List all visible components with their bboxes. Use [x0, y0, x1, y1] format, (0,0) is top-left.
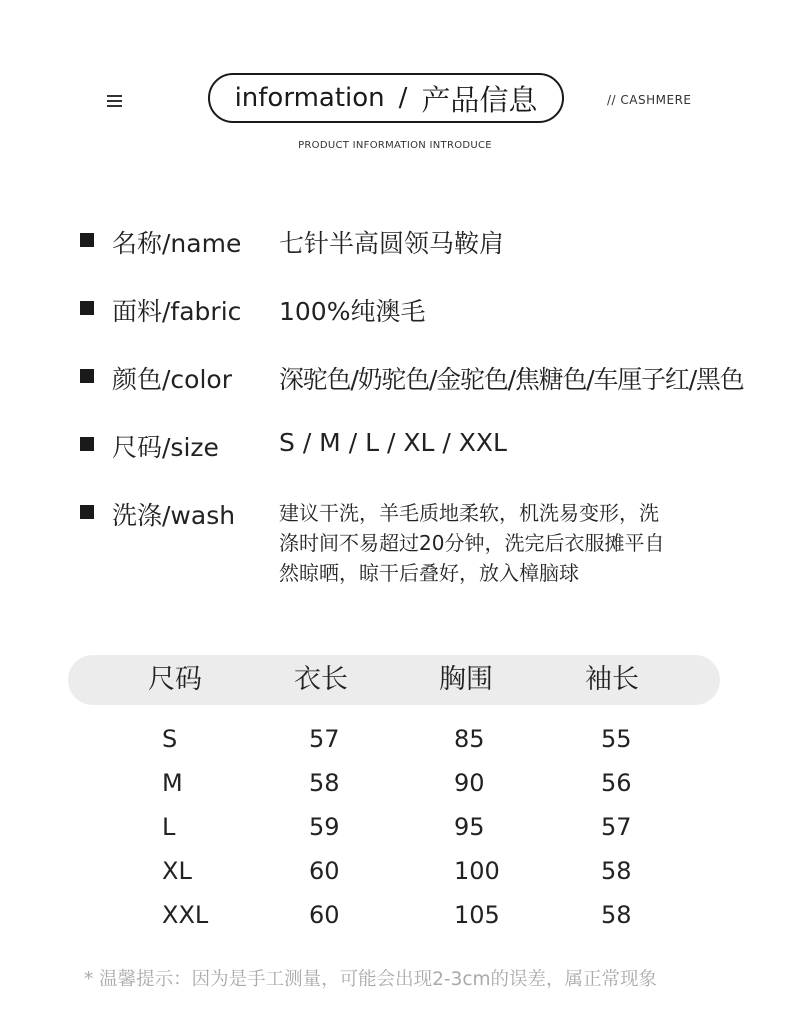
cell-sleeve: 57 [601, 813, 632, 841]
header-chest: 胸围 [439, 664, 493, 695]
cell-chest: 95 [454, 813, 485, 841]
menu-icon [107, 95, 122, 107]
bullet-square [80, 233, 94, 247]
header-length: 衣长 [294, 664, 348, 695]
title-en: information [234, 83, 385, 113]
cell-length: 60 [309, 901, 340, 929]
table-row [0, 813, 790, 853]
bullet-square [80, 301, 94, 315]
info-label: 名称/name [112, 229, 242, 258]
title-zh: 产品信息 [421, 82, 538, 117]
wash-line: 建议干洗，羊毛质地柔软，机洗易变形，洗 [279, 501, 659, 525]
cell-sleeve: 58 [601, 857, 632, 885]
size-table-header [68, 655, 720, 705]
bullet-square [80, 505, 94, 519]
table-row [0, 769, 790, 809]
info-label: 面料/fabric [112, 297, 242, 326]
info-value: S / M / L / XL / XXL [279, 428, 507, 457]
cell-chest: 90 [454, 769, 485, 797]
cell-size: L [162, 813, 176, 841]
title-separator: / [398, 83, 408, 113]
wash-line: 涤时间不易超过20分钟，洗完后衣服摊平自 [279, 531, 665, 555]
cell-sleeve: 56 [601, 769, 632, 797]
wash-instructions [279, 498, 719, 588]
cell-length: 58 [309, 769, 340, 797]
cell-size: M [162, 769, 183, 797]
measurement-note: * 温馨提示：因为是手工测量，可能会出现2-3cm的误差，属正常现象 [84, 969, 658, 990]
subtitle: PRODUCT INFORMATION INTRODUCE [298, 140, 492, 151]
table-row [0, 857, 790, 897]
section-title [208, 73, 564, 123]
bullet-square [80, 437, 94, 451]
cell-size: XXL [162, 901, 209, 929]
header-sleeve: 袖长 [585, 664, 639, 695]
info-label: 颜色/color [112, 365, 232, 394]
header-size: 尺码 [148, 664, 202, 695]
wash-line: 然晾晒，晾干后叠好，放入樟脑球 [279, 561, 579, 585]
table-row [0, 725, 790, 765]
cell-chest: 85 [454, 725, 485, 753]
cell-sleeve: 58 [601, 901, 632, 929]
info-label: 洗涤/wash [112, 501, 236, 530]
info-value: 深驼色/奶驼色/金驼色/焦糖色/车厘子红/黑色 [279, 365, 744, 394]
cell-sleeve: 55 [601, 725, 632, 753]
cell-chest: 105 [454, 901, 500, 929]
table-row [0, 901, 790, 941]
bullet-square [80, 369, 94, 383]
info-label: 尺码/size [112, 433, 219, 462]
info-value: 100%纯澳毛 [279, 297, 426, 326]
cell-length: 60 [309, 857, 340, 885]
cell-chest: 100 [454, 857, 500, 885]
cell-length: 57 [309, 725, 340, 753]
cell-size: S [162, 725, 178, 753]
cell-length: 59 [309, 813, 340, 841]
info-value: 七针半高圆领马鞍肩 [279, 229, 505, 258]
cell-size: XL [162, 857, 192, 885]
brand-tag: // CASHMERE [607, 93, 692, 107]
